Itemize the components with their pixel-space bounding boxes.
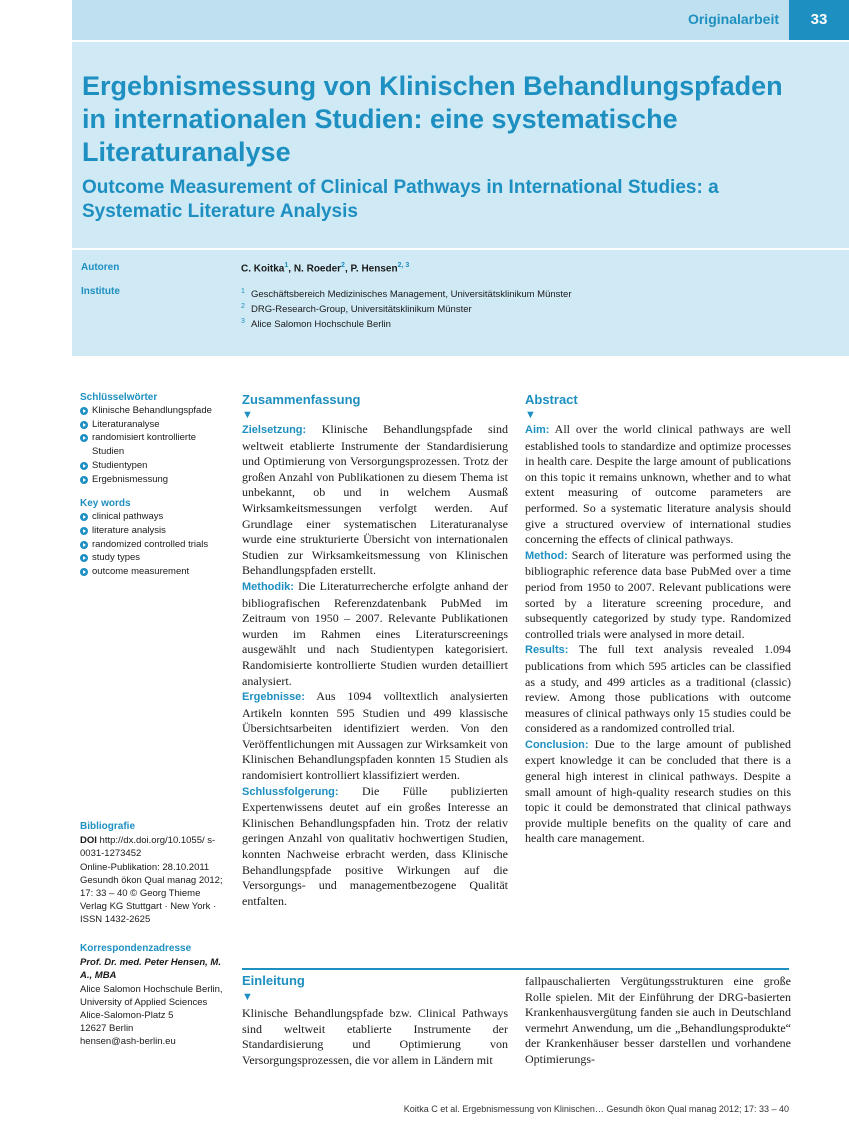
schlussfolgerung-paragraph: Schlussfolgerung: Die Fülle publizierten Expertenwissens deutet auf ein großes Interesse an Klinischen Behandlungspfaden hin. Trotz der relativ geringen Anzahl von qualitativ hochwertigen Studien, konnten Nachweise erbracht werden, dass Klinische Behandlungspfade positive Wirkungen auf die Versorgungs- und managementbezogene Qualität entfalten. <box>242 783 508 908</box>
corr-address-line: Alice Salomon Hochschule Berlin, University of Applied Sciences <box>80 983 223 1008</box>
corr-address-line: Alice-Salomon-Platz 5 <box>80 1010 174 1022</box>
results-paragraph: Results: The full text analysis revealed 1.094 publications from which 595 articles can be classified as a study, and 499 articles as a traditional (classic) review. Among those publications with outcome measures of clinical pathways only 15 studies could be considered as a randomized controlled trial. <box>525 642 791 736</box>
einleitung-heading: Einleitung <box>242 973 305 988</box>
corr-email[interactable]: hensen@ash-berlin.eu <box>80 1036 176 1048</box>
einleitung-text-left: Klinische Behandlungspfade bzw. Clinical Pathways sind weltweit etablierte Instrumente der Standardisierung und Optimierung von Versorgungsprozessen, die vor allem in Ländern mit <box>242 1006 508 1067</box>
title-english: Outcome Measurement of Clinical Pathways in International Studies: a Systematic Literature Analysis <box>82 177 719 222</box>
keywords-de-list <box>80 404 226 486</box>
institute-item: $^3$ Alice Salomon Hochschule Berlin <box>241 318 391 331</box>
zusammenfassung-heading: Zusammenfassung <box>242 392 361 407</box>
keyword-item: Klinische Behandlungspfade <box>80 404 226 418</box>
ziel-paragraph: Zielsetzung: Klinische Behandlungspfade sind weltweit etablierte Instrumente der Standardisierung und Optimierung von Versorgungsprozessen. Trotz der großen Anzahl von Publikationen zu diesem Thema ist unbekannt, ob und in welchem Ausmaß Wirksamkeitsmessungen verfolgt werden. Auf Grundlage einer systematischen Literaturanalyse wurde eine strukturierte Übersicht von internationalen Studien zur Wirksamkeitsmessung von Klinischen Behandlungspfaden erstellt. <box>242 422 509 578</box>
keyword-item: literature analysis <box>80 524 226 538</box>
keyword-item: study types <box>80 551 226 565</box>
keyword-item: Ergebnismessung <box>80 473 226 487</box>
page-footer: Koitka C et al. Ergebnismessung von Klinischen… Gesundh ökon Qual manag 2012; 17: 33 – 40 <box>403 1104 789 1114</box>
circle-arrow-bullet-icon <box>80 568 88 576</box>
circle-arrow-bullet-icon <box>80 476 88 484</box>
keyword-item: clinical pathways <box>80 510 226 524</box>
ergebnisse-paragraph: Ergebnisse: Aus 1094 volltextlich analysierten Artikeln konnten 595 Studien und 499 klassische Übersichtsarbeiten identifiziert werden. Von den Veröffentlichungen mit Aussagen zur Wirksamkeit von Klinischen Behandlungspfaden konnten 15 Studien als randomisiert kontrolliert klassifiziert werden. <box>242 689 509 783</box>
author-affiliation: 2, 3 <box>397 262 410 269</box>
keyword-item: randomized controlled trials <box>80 538 226 552</box>
author-affiliation: 2 <box>341 262 345 269</box>
keywords-en-list <box>80 510 226 579</box>
circle-arrow-bullet-icon <box>80 407 88 415</box>
corr-name: Prof. Dr. med. Peter Hensen, M. A., MBA <box>80 957 221 982</box>
bibliography <box>80 820 226 927</box>
keywords-en-heading: Key words <box>80 498 131 510</box>
corr-address-line: 12627 Berlin <box>80 1023 134 1035</box>
correspondence <box>80 942 226 1049</box>
institute-item: $^1$ Geschäftsbereich Medizinisches Management, Universitätsklinikum Münster <box>241 288 572 301</box>
abstract-column <box>525 392 791 847</box>
section-label: Originalarbeit <box>687 11 779 27</box>
einleitung-text-right: fallpauschalierten Vergütungsstrukturen eine große Rolle spielen. Mit der Einführung der DRG-basierten Krankenhausvergütung fanden sie auch in Deutschland vermehrt Anwendung, um die „Behandlungsprodukte“ der Krankenhäuser besser darstellen und vorhandene Optimierungs- <box>525 974 791 1066</box>
author-name: P. Hensen <box>350 263 398 275</box>
author-block <box>72 250 849 356</box>
institute-list <box>241 286 572 331</box>
circle-arrow-bullet-icon <box>80 527 88 535</box>
keyword-item: randomisiert kontrollierte Studien <box>80 431 226 458</box>
method-paragraph: Method: Search of literature was performed using the bibliographic reference data base PubMed over a time period from 1950 to 2007. Relevant publications were sorted by a literature screening procedure, and subsequently categorized by study type. Randomized controlled trials were analysed in more detail. <box>525 547 791 641</box>
circle-arrow-bullet-icon <box>80 541 88 549</box>
author-affiliation: 1 <box>284 262 289 269</box>
title-block <box>72 42 849 248</box>
triangle-down-icon: ▼ <box>242 991 253 1003</box>
aim-paragraph: Aim: All over the world clinical pathways are well established tools to standardize and optimize processes in health care. Despite the large amount of publications on this topic it remains unknown, whether and to what extent measuring of outcome parameters are performed. So a systematic literature analysis should give a structured overview of international studies concerning the effects of clinical pathways. <box>525 422 791 547</box>
circle-arrow-bullet-icon <box>80 554 88 562</box>
institutes-label: Institute <box>81 286 120 297</box>
doi-line: DOI http://dx.doi.org/10.1055/ s-0031-1273452 <box>80 835 216 860</box>
authors-label: Autoren <box>81 262 120 273</box>
online-publication: Online-Publikation: 28.10.2011 <box>80 861 210 873</box>
conclusion-paragraph: Conclusion: Due to the large amount of published expert knowledge it can be concluded that there is a general high interest in clinical pathways. Despite a small amount of high-quality research studies on this topic it could be demonstrated that clinical pathways provide multiple benefits on the quality of care and health care management. <box>525 736 792 846</box>
circle-arrow-bullet-icon <box>80 462 88 470</box>
keywords-sidebar <box>80 392 226 591</box>
institute-item: $^2$ DRG-Research-Group, Universitätsklinikum Münster <box>241 303 472 316</box>
doi-link[interactable]: http://dx.doi.org/10.1055/ s-0031-1273452 <box>80 835 216 860</box>
keyword-item: outcome measurement <box>80 565 226 579</box>
keyword-item: Literaturanalyse <box>80 418 226 432</box>
circle-arrow-bullet-icon <box>80 421 88 429</box>
corr-heading: Korrespondenzadresse <box>80 943 192 954</box>
circle-arrow-bullet-icon <box>80 434 88 442</box>
author-name: N. Roeder <box>293 263 342 275</box>
running-header <box>72 0 849 40</box>
citation: Gesundh ökon Qual manag 2012; 17: 33 – 40 © Georg Thieme Verlag KG Stuttgart · New York · ISSN 1432-2625 <box>80 874 223 926</box>
triangle-down-icon: ▼ <box>242 409 253 421</box>
author-name: C. Koitka <box>241 263 285 275</box>
author-list: C. Koitka$^1$, N. Roeder$^2$, P. Hensen$^{2, 3}$ <box>241 262 410 275</box>
methodik-paragraph: Methodik: Die Literaturrecherche erfolgte anhand der bibliografischen Referenzdatenbank PubMed im Zeitraum von 1950 – 2007. Relevante Publikationen wurden im Rahmen eines Literaturscreenings ausgewählt und nach Studientypen kategorisiert. Randomisierte kontrollierte Studien wurden detailliert analysiert. <box>242 578 509 688</box>
biblio-heading: Bibliografie <box>80 821 136 832</box>
page-number: 33 <box>789 0 849 40</box>
keyword-item: Studientypen <box>80 459 226 473</box>
abstract-heading: Abstract <box>525 392 578 407</box>
keywords-de-heading: Schlüsselwörter <box>80 392 158 403</box>
section-divider <box>242 968 789 970</box>
triangle-down-icon: ▼ <box>525 409 536 421</box>
zusammenfassung-column <box>242 392 508 909</box>
circle-arrow-bullet-icon <box>80 513 88 521</box>
title-german: Ergebnismessung von Klinischen Behandlungspfaden in internationalen Studien: eine systematische Literaturanalyse <box>82 71 783 167</box>
